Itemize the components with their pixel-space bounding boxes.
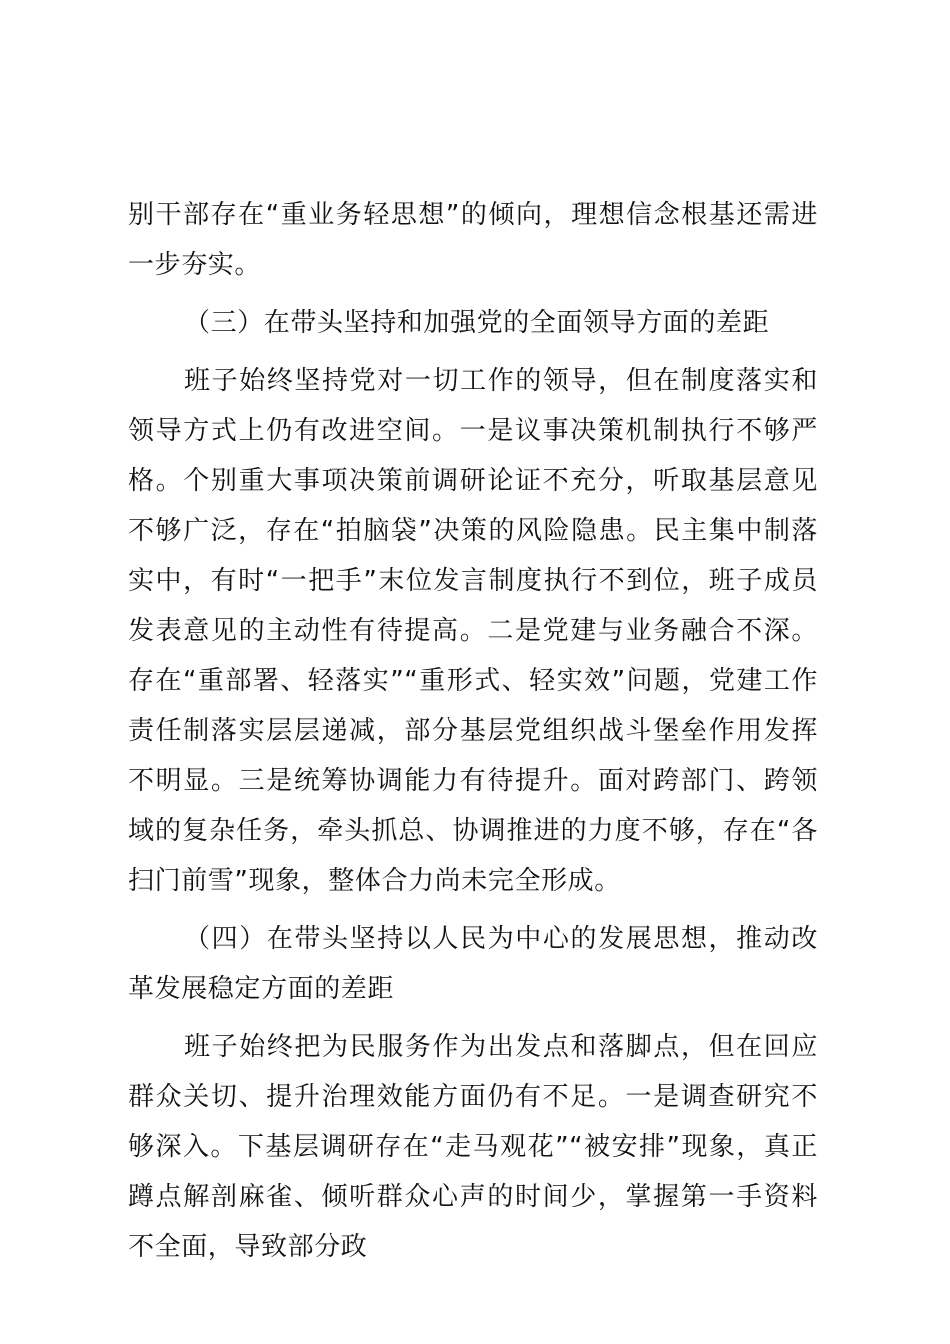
body-paragraph-leadership: 班子始终坚持党对一切工作的领导，但在制度落实和领导方式上仍有改进空间。一是议事决策机制执行不够严格。个别重大事项决策前调研论证不充分，听取基层意见不够广泛，存在“拍脑袋”决策的风险隐患。民主集中制落实中，有时“一把手”末位发言制度执行不到位，班子成员发表意见的主动性有待提高。二是党建与业务融合不深。存在“重部署、轻落实”“重形式、轻实效”问题，党建工作责任制落实层层递减，部分基层党组织战斗堡垒作用发挥不明显。三是统筹协调能力有待提升。面对跨部门、跨领域的复杂任务，牵头抓总、协调推进的力度不够，存在“各扫门前雪”现象，整体合力尚未完全形成。: [128, 366, 818, 896]
paragraph-continued: 别干部存在“重业务轻思想”的倾向，理想信念根基还需进一步夯实。: [128, 200, 818, 280]
document-page: [128, 190, 818, 1280]
section-heading-4: （四）在带头坚持以人民为中心的发展思想，推动改革发展稳定方面的差距: [128, 924, 818, 1004]
section-heading-3: （三）在带头坚持和加强党的全面领导方面的差距: [184, 308, 770, 338]
body-paragraph-people-centered: 班子始终把为民服务作为出发点和落脚点，但在回应群众关切、提升治理效能方面仍有不足。一是调查研究不够深入。下基层调研存在“走马观花”“被安排”现象，真正蹲点解剖麻雀、倾听群众心声的时间少，掌握第一手资料不全面，导致部分政: [128, 1032, 818, 1262]
